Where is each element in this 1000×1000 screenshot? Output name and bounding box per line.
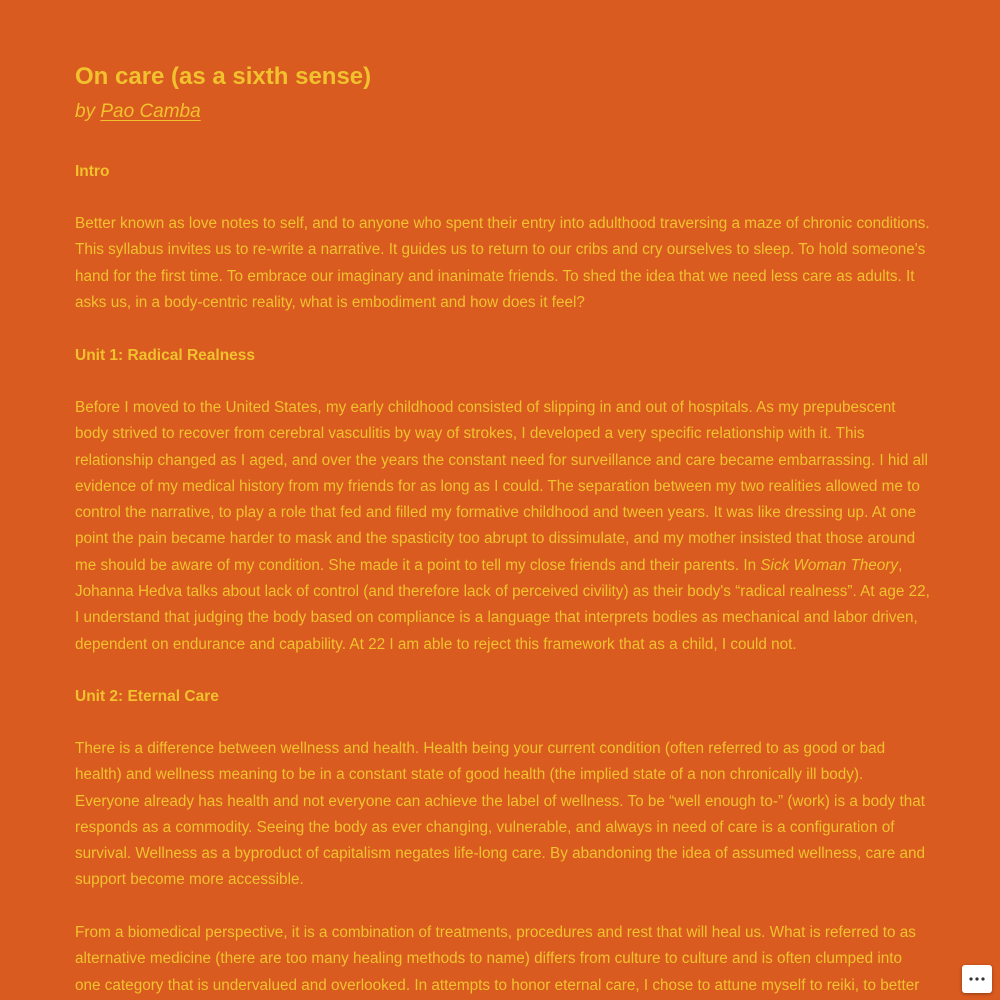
paragraph-unit-2-2: From a biomedical perspective, it is a combination of treatments, procedures and rest that will heal us. What is referred to as alternative medicine (there are too many healing methods to name) differs from culture to culture and is often clumped into one category that is undervalued and overlooked. In attempts to honor eternal care, I chose to attune myself to reiki, to better xyxy=(75,924,920,994)
paragraph-unit-1: Before I moved to the United States, my early childhood consisted of slipping in and out of hospitals. As my prepubescent body strived to recover from cerebral vasculitis by way of strokes, I developed a very specific relationship with it. This relationship changed as I aged, and over the years the constant need for surveillance and care became embarrassing. I hid all evidence of my medical history from my friends for as long as I could. The separation between my two realities allowed me to control the narrative, to play a role that fed and filled my formative childhood and tween years. It was like dressing up. At one point the pain became harder to mask and the spasticity too abrupt to dissimulate, and my mother insisted that those around me should be aware of my condition. She made it a point to tell my close friends and their parents. In Sick Woman Theory, Johanna Hedva talks about lack of control (and therefore lack of perceived civility) as their body's “radical realness”. At age 22, I understand that judging the body based on compliance is a language that interprets bodies as mechanical and labor driven, dependent on endurance and capability. At 22 I am able to reject this framework that as a child, I could not. xyxy=(75,399,930,653)
author-link[interactable]: Pao Camba xyxy=(100,101,201,122)
paragraph-intro: Better known as love notes to self, and to anyone who spent their entry into adulthood traversing a maze of chronic conditions. This syllabus invites us to re-write a narrative. It guides us to return to our cribs and cry ourselves to sleep. To hold someone's hand for the first time. To embrace our imaginary and inanimate friends. To shed the idea that we need less care as adults. It asks us, in a body-centric reality, what is embodiment and how does it feel? xyxy=(75,215,930,311)
more-options-button[interactable] xyxy=(962,965,992,993)
section-heading-unit-2: Unit 2: Eternal Care xyxy=(75,688,219,705)
byline xyxy=(75,99,201,125)
paragraph-unit-2-1: There is a difference between wellness and health. Health being your current condition (often referred to as good or bad health) and wellness meaning to be in a constant state of good health (the implied state of a non chronically ill body). Everyone already has health and not everyone can achieve the label of wellness. To be “well enough to-” (work) is a body that responds as a commodity. Seeing the body as ever changing, vulnerable, and always in need of care is a configuration of survival. Wellness as a byproduct of capitalism negates life-long care. By abandoning the idea of assumed wellness, care and support become more accessible. xyxy=(75,740,926,889)
section-heading-intro: Intro xyxy=(75,163,110,180)
section-heading-unit-1: Unit 1: Radical Realness xyxy=(75,347,256,364)
page-title: On care (as a sixth sense) xyxy=(75,63,372,90)
book-title: Sick Woman Theory xyxy=(760,556,899,574)
byline-prefix: by xyxy=(75,101,101,122)
ellipsis-icon xyxy=(969,977,985,981)
